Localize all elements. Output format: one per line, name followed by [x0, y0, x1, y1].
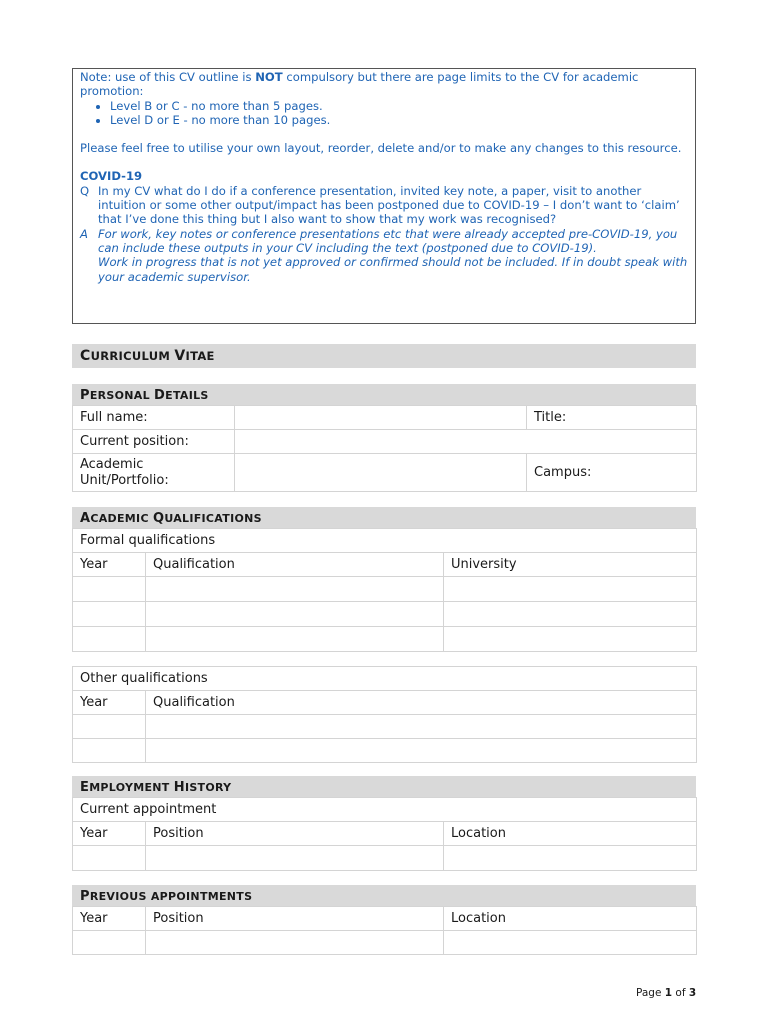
current-position-field[interactable] — [235, 430, 697, 454]
table-row — [73, 406, 697, 430]
col-qualification: Qualification — [146, 691, 697, 715]
heading-cap: P — [80, 388, 90, 403]
heading-cap: H — [173, 780, 185, 795]
current-appointment-label: Current appointment — [73, 798, 697, 822]
covid-question — [80, 184, 688, 227]
current-position-label: Current position: — [73, 430, 235, 454]
table-row — [73, 798, 697, 822]
cv-title-cap: C — [80, 348, 91, 364]
list-item: • Level B or C - no more than 5 pages. — [110, 99, 688, 113]
heading-cap: P — [80, 889, 90, 904]
employment-history-heading — [72, 776, 696, 797]
answer-text-1: For work, key notes or conference presentations etc that were already accepted pre-COVID-19, you can include these outputs in your CV including the text (postponed due to COVID-19). — [98, 226, 678, 255]
table-header-row — [73, 822, 697, 846]
note-intro-bold: NOT — [255, 70, 283, 84]
table-header-row — [73, 907, 697, 931]
table-row — [73, 430, 697, 454]
table-row — [73, 846, 697, 871]
university-cell[interactable] — [444, 602, 697, 627]
year-cell[interactable] — [73, 739, 146, 763]
position-cell[interactable] — [146, 931, 444, 955]
academic-unit-label-1: Academic — [80, 456, 144, 472]
table-row — [73, 454, 697, 492]
current-appointment-table — [72, 797, 697, 871]
position-cell[interactable] — [146, 846, 444, 871]
cv-title-text: URRICULUM — [90, 349, 175, 363]
full-name-field[interactable] — [235, 406, 527, 430]
qualification-cell[interactable] — [146, 627, 444, 652]
answer-text-2: Work in progress that is not yet approved or confirmed should not be included. If in doubt speak with your academic supervisor. — [98, 255, 688, 284]
previous-appointments-heading — [72, 885, 696, 906]
note-intro — [80, 70, 688, 99]
note-box — [72, 68, 696, 324]
of-word: of — [672, 987, 689, 999]
qualification-cell[interactable] — [146, 577, 444, 602]
year-cell[interactable] — [73, 627, 146, 652]
question-text: In my CV what do I do if a conference presentation, invited key note, a paper, visit to another intuition or some other output/impact has been postponed due to COVID-19 – I don’t want to ‘claim’ that I’ve done this thing but I also want to show that my work was recognised? — [98, 183, 680, 227]
full-name-label: Full name: — [73, 406, 235, 430]
table-header-row — [73, 553, 697, 577]
heading-text: CADEMIC — [90, 512, 153, 525]
col-position: Position — [146, 822, 444, 846]
heading-cap: D — [154, 388, 166, 403]
col-year: Year — [73, 553, 146, 577]
note-intro-text: Note: use of this CV outline is — [80, 70, 256, 84]
year-cell[interactable] — [73, 577, 146, 602]
table-row — [73, 602, 697, 627]
academic-qualifications-heading — [72, 507, 696, 528]
qualification-cell[interactable] — [146, 739, 697, 763]
heading-text: UALIFICATIONS — [164, 512, 262, 525]
table-header-row — [73, 691, 697, 715]
col-location: Location — [444, 907, 697, 931]
other-qualifications-label: Other qualifications — [73, 667, 697, 691]
page-current: 1 — [664, 987, 673, 999]
heading-text: REVIOUS APPOINTMENTS — [89, 890, 253, 903]
col-year: Year — [73, 822, 146, 846]
qualification-cell[interactable] — [146, 715, 697, 739]
table-row — [73, 627, 697, 652]
academic-unit-field[interactable] — [235, 454, 527, 492]
academic-unit-label-2: Unit/Portfolio: — [80, 472, 169, 488]
previous-appointments-table — [72, 906, 697, 955]
title-field[interactable]: Title: — [527, 406, 697, 430]
page-word: Page — [636, 987, 665, 999]
table-row — [73, 739, 697, 763]
qualification-cell[interactable] — [146, 602, 444, 627]
formal-qualifications-label: Formal qualifications — [73, 529, 697, 553]
campus-field[interactable]: Campus: — [527, 454, 697, 492]
heading-text: ISTORY — [184, 781, 232, 794]
col-qualification: Qualification — [146, 553, 444, 577]
answer-text — [98, 227, 688, 284]
question-mark-label: Q — [80, 183, 90, 198]
heading-text: ETAILS — [165, 389, 209, 402]
col-year: Year — [73, 691, 146, 715]
list-item: • Level D or E - no more than 10 pages. — [110, 113, 688, 127]
location-cell[interactable] — [444, 931, 697, 955]
covid-answer — [80, 227, 688, 284]
page-limit-list — [80, 99, 688, 128]
answer-mark-label: A — [80, 226, 88, 241]
academic-unit-label — [73, 454, 235, 492]
university-cell[interactable] — [444, 577, 697, 602]
col-position: Position — [146, 907, 444, 931]
cv-title-text: ITAE — [185, 349, 215, 363]
formal-qualifications-table — [72, 528, 697, 652]
table-row — [73, 931, 697, 955]
university-cell[interactable] — [444, 627, 697, 652]
heading-text: MPLOYMENT — [89, 781, 174, 794]
cv-title-cap: V — [174, 348, 186, 364]
note-paragraph: Please feel free to utilise your own layout, reorder, delete and/or to make any changes to this resource. — [80, 141, 682, 156]
col-location: Location — [444, 822, 697, 846]
year-cell[interactable] — [73, 846, 146, 871]
year-cell[interactable] — [73, 715, 146, 739]
other-qualifications-table — [72, 666, 697, 763]
col-university: University — [444, 553, 697, 577]
note-intro-text-end: compulsory but there are page limits to the CV for academic promotion: — [80, 70, 639, 99]
year-cell[interactable] — [73, 931, 146, 955]
year-cell[interactable] — [73, 602, 146, 627]
heading-cap: A — [80, 511, 91, 526]
table-row — [73, 715, 697, 739]
col-year: Year — [73, 907, 146, 931]
heading-cap: E — [80, 780, 90, 795]
heading-cap: Q — [152, 511, 165, 526]
personal-details-heading — [72, 384, 696, 405]
table-row — [73, 667, 697, 691]
table-row — [73, 529, 697, 553]
page-number — [636, 987, 696, 999]
location-cell[interactable] — [444, 846, 697, 871]
page-total: 3 — [688, 987, 697, 999]
heading-text: ERSONAL — [89, 389, 155, 402]
table-row — [73, 577, 697, 602]
covid-heading: COVID-19 — [80, 169, 143, 184]
cv-title-band — [72, 344, 696, 368]
personal-details-table — [72, 405, 697, 492]
